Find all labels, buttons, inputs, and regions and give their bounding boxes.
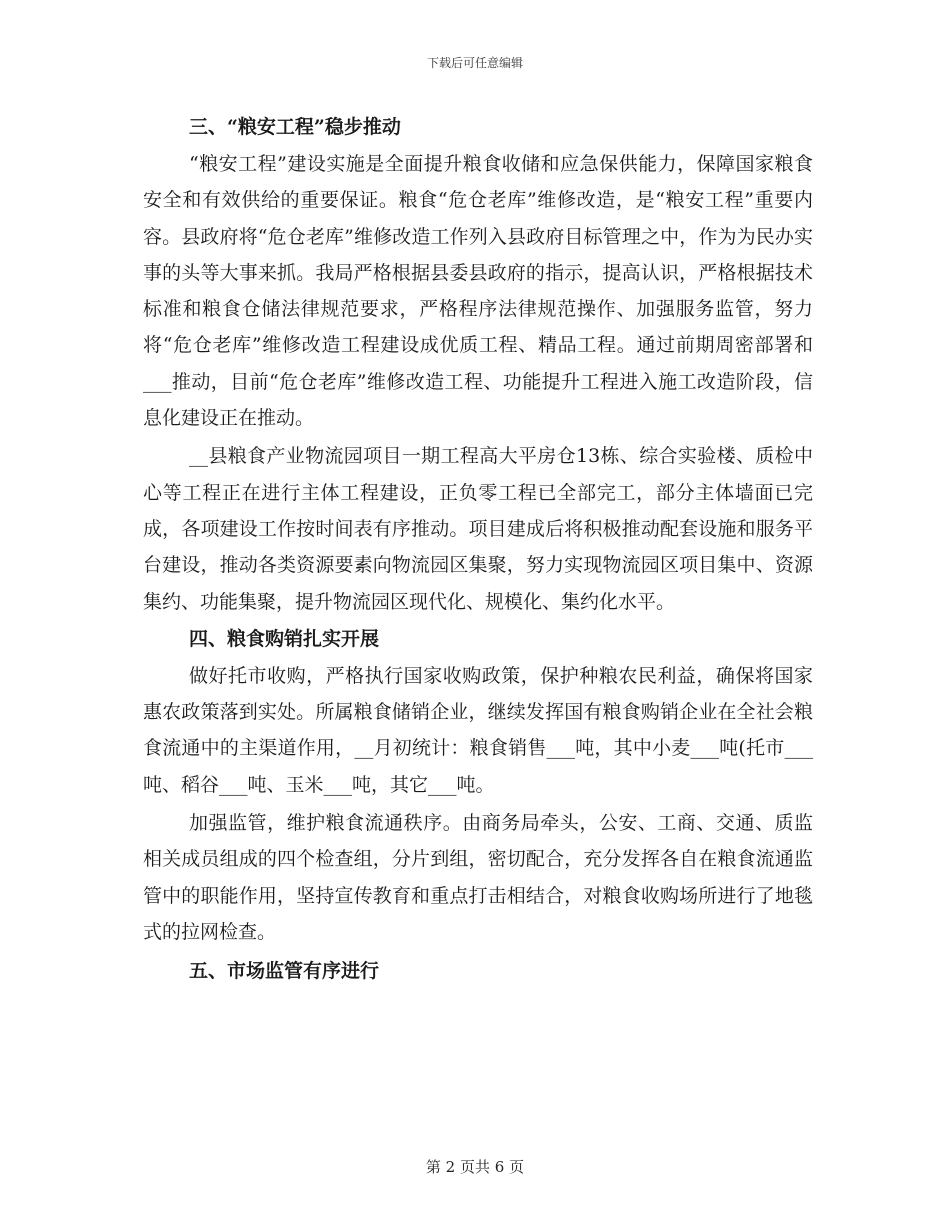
section-heading-4: 四、粮食购销扎实开展 [189,627,380,650]
paragraph: 加强监管，维护粮食流通秩序。由商务局牵头，公安、工商、交通、质监相关成员组成的四个检查组，分片到组，密切配合，充分发挥各自在粮食流通监管中的职能作用，坚持宣传教育和重点打击相结合，对粮食收购场所进行了地毯式的拉网检查。 [143,812,813,943]
page-footer: 第 2 页共 6 页 [425,1158,525,1176]
document-body [143,110,813,988]
paragraph: “粮安工程”建设实施是全面提升粮食收储和应急保供能力，保障国家粮食安全和有效供给的重要保证。粮食“危仓老库”维修改造，是“粮安工程”重要内容。县政府将“危仓老库”维修改造工作列入县政府目标管理之中，作为为民办实事的头等大事来抓。我局严格根据县委县政府的指示，提高认识，严格根据技术标准和粮食仓储法律规范要求，严格程序法律规范操作、加强服务监管，努力将“危仓老库”维修改造工程建设成优质工程、精品工程。通过前期周密部署和___推动，目前“危仓老库”维修改造工程、功能提升工程进入施工改造阶段，信息化建设正在推动。 [143,153,813,430]
section-heading-5: 五、市场监管有序进行 [189,960,380,983]
page-header: 下载后可任意编辑 [426,56,523,70]
section-heading-3: 三、“粮安工程”稳步推动 [189,116,401,138]
paragraph: __县粮食产业物流园项目一期工程高大平房仓13栋、综合实验楼、质检中心等工程正在进行主体工程建设，正负零工程已全部完工，部分主体墙面已完成，各项建设工作按时间表有序推动。项目建成后将积极推动配套设施和服务平台建设，推动各类资源要素向物流园区集聚，努力实现物流园区项目集中、资源集约、功能集聚，提升物流园区现代化、规模化、集约化水平。 [143,445,813,613]
paragraph: 做好托市收购，严格执行国家收购政策，保护种粮农民利益，确保将国家惠农政策落到实处。所属粮食储销企业，继续发挥国有粮食购销企业在全社会粮食流通中的主渠道作用，__月初统计：粮食销售___吨，其中小麦___吨(托市___吨、稻谷___吨、玉米___吨，其它___吨。 [143,664,813,796]
